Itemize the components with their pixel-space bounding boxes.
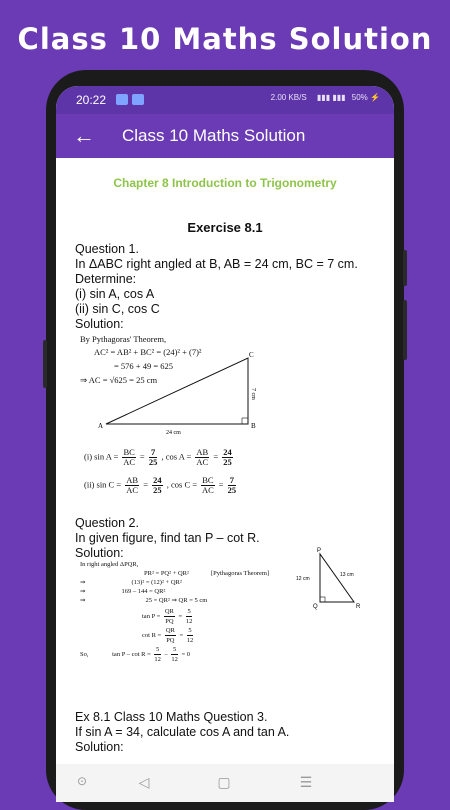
question-2-statement: In given figure, find tan P – cot R. — [75, 531, 260, 545]
numerator: 24 — [153, 475, 162, 485]
fraction — [201, 476, 214, 495]
question-1-title: Question 1. — [75, 242, 139, 256]
q1-step-3: = 576 + 49 = 625 — [114, 361, 174, 371]
q1-answer-ii — [84, 476, 238, 495]
q2-tan-p — [80, 607, 300, 626]
numerator: 5 — [187, 608, 191, 615]
q2-step-4 — [80, 587, 300, 596]
triangle-abc-figure — [76, 348, 276, 438]
exercise-heading: Exercise 8.1 — [187, 220, 263, 235]
denominator: AC — [201, 485, 214, 495]
denominator: 25 — [223, 457, 232, 467]
q1-answer-i-label: (i) sin A = — [84, 451, 119, 462]
app-bar — [56, 114, 394, 158]
question-1-text — [75, 242, 380, 332]
numerator: 5 — [188, 627, 192, 634]
so-label: So, — [80, 650, 89, 658]
fraction — [154, 645, 161, 664]
vertex-p-label: P — [317, 548, 322, 554]
denominator: PQ — [166, 637, 175, 644]
triangle-pqr-figure — [292, 546, 372, 616]
question-3-title: Ex 8.1 Class 10 Maths Question 3. — [75, 710, 268, 724]
question-3-text — [75, 710, 380, 755]
app-bar-title: Class 10 Maths Solution — [122, 126, 306, 145]
question-1-part-i: (i) sin A, cos A — [75, 287, 155, 301]
denominator: 12 — [185, 618, 193, 625]
chapter-heading: Chapter 8 Introduction to Trigonometry — [113, 176, 337, 190]
numerator: QR — [165, 627, 175, 634]
equals-sign: = — [178, 612, 183, 620]
question-1-statement: In ΔABC right angled at B, AB = 24 cm, BC = 7 cm. Determine: — [75, 257, 358, 286]
fraction — [187, 626, 194, 645]
q2-solution-steps — [80, 560, 300, 664]
status-right — [271, 93, 380, 102]
promo-title: Class 10 Maths Solution — [17, 22, 433, 56]
volume-button — [43, 340, 47, 388]
q1-step-2: AC² = AB² + BC² = (24)² + (7)² — [94, 347, 202, 357]
q2-step-1: In right angled ΔPQR, — [80, 561, 139, 568]
cot-r-label: cot R = — [142, 631, 162, 639]
fraction — [165, 626, 176, 645]
implies-icon: ⇒ — [80, 588, 86, 595]
status-bar — [56, 86, 394, 114]
q2-final — [80, 645, 300, 664]
fraction — [149, 448, 158, 467]
fraction — [171, 645, 178, 664]
implies-icon: ⇒ — [80, 579, 86, 586]
question-2-solution-label: Solution: — [75, 546, 124, 560]
equals-sign: = — [218, 479, 224, 490]
fraction — [164, 607, 175, 626]
net-speed: 2.00 KB/S — [270, 93, 307, 102]
battery-level: 50% — [351, 93, 368, 102]
denominator: 12 — [154, 656, 161, 663]
numerator: AB — [126, 475, 139, 485]
vertex-c-label: C — [249, 351, 254, 359]
screen — [56, 86, 394, 802]
q1-step-1: By Pythagoras' Theorem, — [80, 334, 167, 344]
denominator: 12 — [186, 637, 194, 644]
side-pr-label: 13 cm — [340, 572, 354, 578]
question-3-statement: If sin A = 34, calculate cos A and tan A. — [75, 725, 290, 739]
content-area[interactable] — [56, 158, 394, 764]
vertex-q-label: Q — [313, 604, 318, 610]
fraction — [125, 476, 139, 495]
side-button — [403, 300, 407, 360]
q1-step-4: ⇒ AC = √625 = 25 cm — [80, 375, 158, 385]
nav-menu-icon[interactable]: ☰ — [299, 774, 313, 790]
side-ab-label: 24 cm — [166, 430, 181, 436]
q2-cot-r — [80, 626, 300, 645]
side-pq-label: 12 cm — [296, 576, 310, 582]
q1-answer-i — [84, 448, 235, 467]
vertex-a-label: A — [98, 422, 104, 430]
q2-step-5-eq: 25 = QR² ⇒ QR = 5 cm — [145, 597, 208, 604]
download-icon — [132, 94, 144, 105]
denominator: 12 — [171, 656, 178, 663]
fraction — [122, 448, 135, 467]
vertex-b-label: B — [251, 422, 256, 430]
minus-sign: – — [164, 650, 168, 658]
q2-step-3-eq: (13)² = (12)² + QR² — [131, 579, 182, 586]
fraction — [186, 607, 193, 626]
numerator: BC — [123, 447, 135, 457]
fraction — [195, 448, 209, 467]
numerator: 5 — [173, 646, 177, 653]
tan-p-label: tan P = — [142, 612, 161, 620]
signal-icon: ▮▮▮ ▮▮▮ — [316, 93, 346, 102]
status-time: 20:22 — [76, 93, 107, 107]
fraction — [152, 476, 163, 495]
q2-step-2 — [80, 569, 300, 578]
cos-a-label: , cos A = — [161, 451, 192, 462]
q2-step-4-eq: 169 – 144 = QR² — [121, 588, 166, 595]
vertex-r-label: R — [356, 604, 361, 610]
side-bc-label: 7 cm — [250, 388, 256, 400]
cos-c-label: , cos C = — [166, 479, 198, 490]
battery-icon: ⚡ — [370, 93, 380, 102]
equals-sign: = — [139, 451, 145, 462]
numerator: 5 — [156, 646, 160, 653]
q2-step-5 — [80, 596, 300, 605]
final-result: = 0 — [181, 650, 191, 658]
equals-sign: = — [143, 479, 149, 490]
question-1-solution-label: Solution: — [75, 317, 124, 331]
numerator: 7 — [228, 476, 237, 486]
power-button — [403, 250, 407, 286]
question-1-part-ii: (ii) sin C, cos C — [75, 302, 160, 316]
denominator: PQ — [165, 618, 174, 625]
implies-icon: ⇒ — [80, 597, 86, 604]
nav-home-icon[interactable]: ▢ — [217, 774, 231, 790]
question-3-solution-label: Solution: — [75, 740, 124, 754]
numerator: BC — [202, 475, 214, 485]
question-2-title: Question 2. — [75, 516, 139, 530]
notification-icon — [116, 94, 128, 105]
denominator: AC — [196, 457, 209, 467]
system-nav-bar — [56, 764, 394, 802]
fraction — [222, 448, 233, 467]
q2-step-2-eq: PR² = PQ² + QR² — [144, 570, 189, 577]
denominator: AC — [123, 457, 136, 467]
numerator: AB — [196, 447, 209, 457]
fraction — [228, 476, 237, 495]
assistant-icon[interactable]: ⊙ — [76, 774, 88, 788]
numerator: QR — [164, 608, 174, 615]
q2-step-3 — [80, 578, 300, 587]
numerator: 7 — [149, 448, 158, 458]
q2-step-2-note: [Pythagoras Theorem] — [210, 570, 270, 577]
equals-sign: = — [179, 631, 184, 639]
final-label: tan P – cot R = — [112, 650, 151, 658]
denominator: 25 — [153, 485, 162, 495]
back-arrow-icon[interactable]: ← — [73, 123, 95, 148]
q1-answer-ii-label: (ii) sin C = — [84, 479, 122, 490]
denominator: 25 — [227, 485, 237, 495]
phone-frame — [46, 70, 404, 810]
denominator: AC — [126, 485, 139, 495]
denominator: 25 — [148, 457, 158, 467]
numerator: 24 — [223, 447, 232, 457]
nav-back-icon[interactable]: ◁ — [138, 774, 150, 790]
equals-sign: = — [213, 451, 219, 462]
